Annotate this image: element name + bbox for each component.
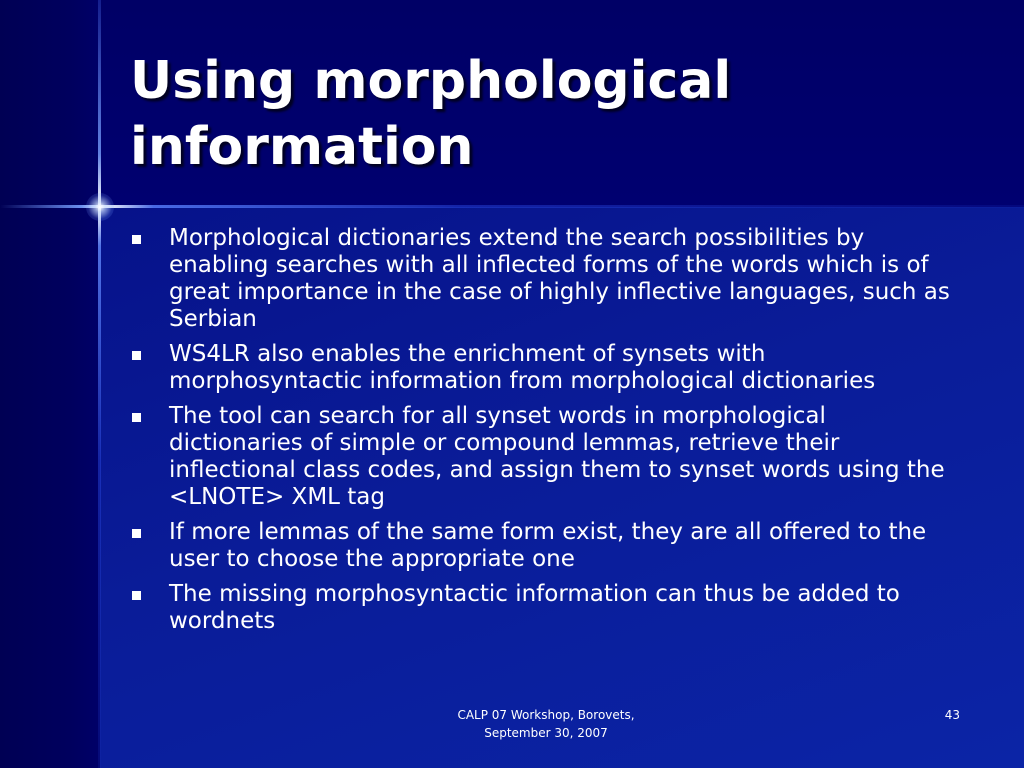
vertical-divider-line [98,0,101,768]
footer-event: CALP 07 Workshop, Borovets, [457,708,635,722]
bullet-text: If more lemmas of the same form exist, they are all offered to the user to choose the appropriate one [169,519,927,572]
square-bullet-icon [132,591,141,600]
square-bullet-icon [132,235,141,244]
slide-footer [400,706,692,742]
bullet-text: Morphological dictionaries extend the search possibilities by enabling searches with all inflected forms of the words which is of great importance in the case of highly inflective languages, such as Serbian [169,225,950,332]
bullet-item [130,403,960,511]
bullet-item [130,581,960,635]
bullet-item [130,341,960,395]
bullet-item [130,519,960,573]
bullet-item [130,225,960,333]
sparkle-decoration [86,193,114,221]
horizontal-divider-line [0,205,1024,208]
bullet-text: The missing morphosyntactic information can thus be added to wordnets [169,581,900,634]
bullet-text: WS4LR also enables the enrichment of synsets with morphosyntactic information from morphological dictionaries [169,341,876,394]
left-band [0,0,100,768]
square-bullet-icon [132,413,141,422]
square-bullet-icon [132,351,141,360]
bullet-text: The tool can search for all synset words in morphological dictionaries of simple or compound lemmas, retrieve their inflectional class codes, and assign them to synset words using the <LNOTE> XML tag [169,403,945,510]
bullet-list [130,225,960,643]
slide-title: Using morphological information [130,51,732,177]
slide-number: 43 [944,708,960,722]
footer-date: September 30, 2007 [484,726,608,740]
square-bullet-icon [132,529,141,538]
